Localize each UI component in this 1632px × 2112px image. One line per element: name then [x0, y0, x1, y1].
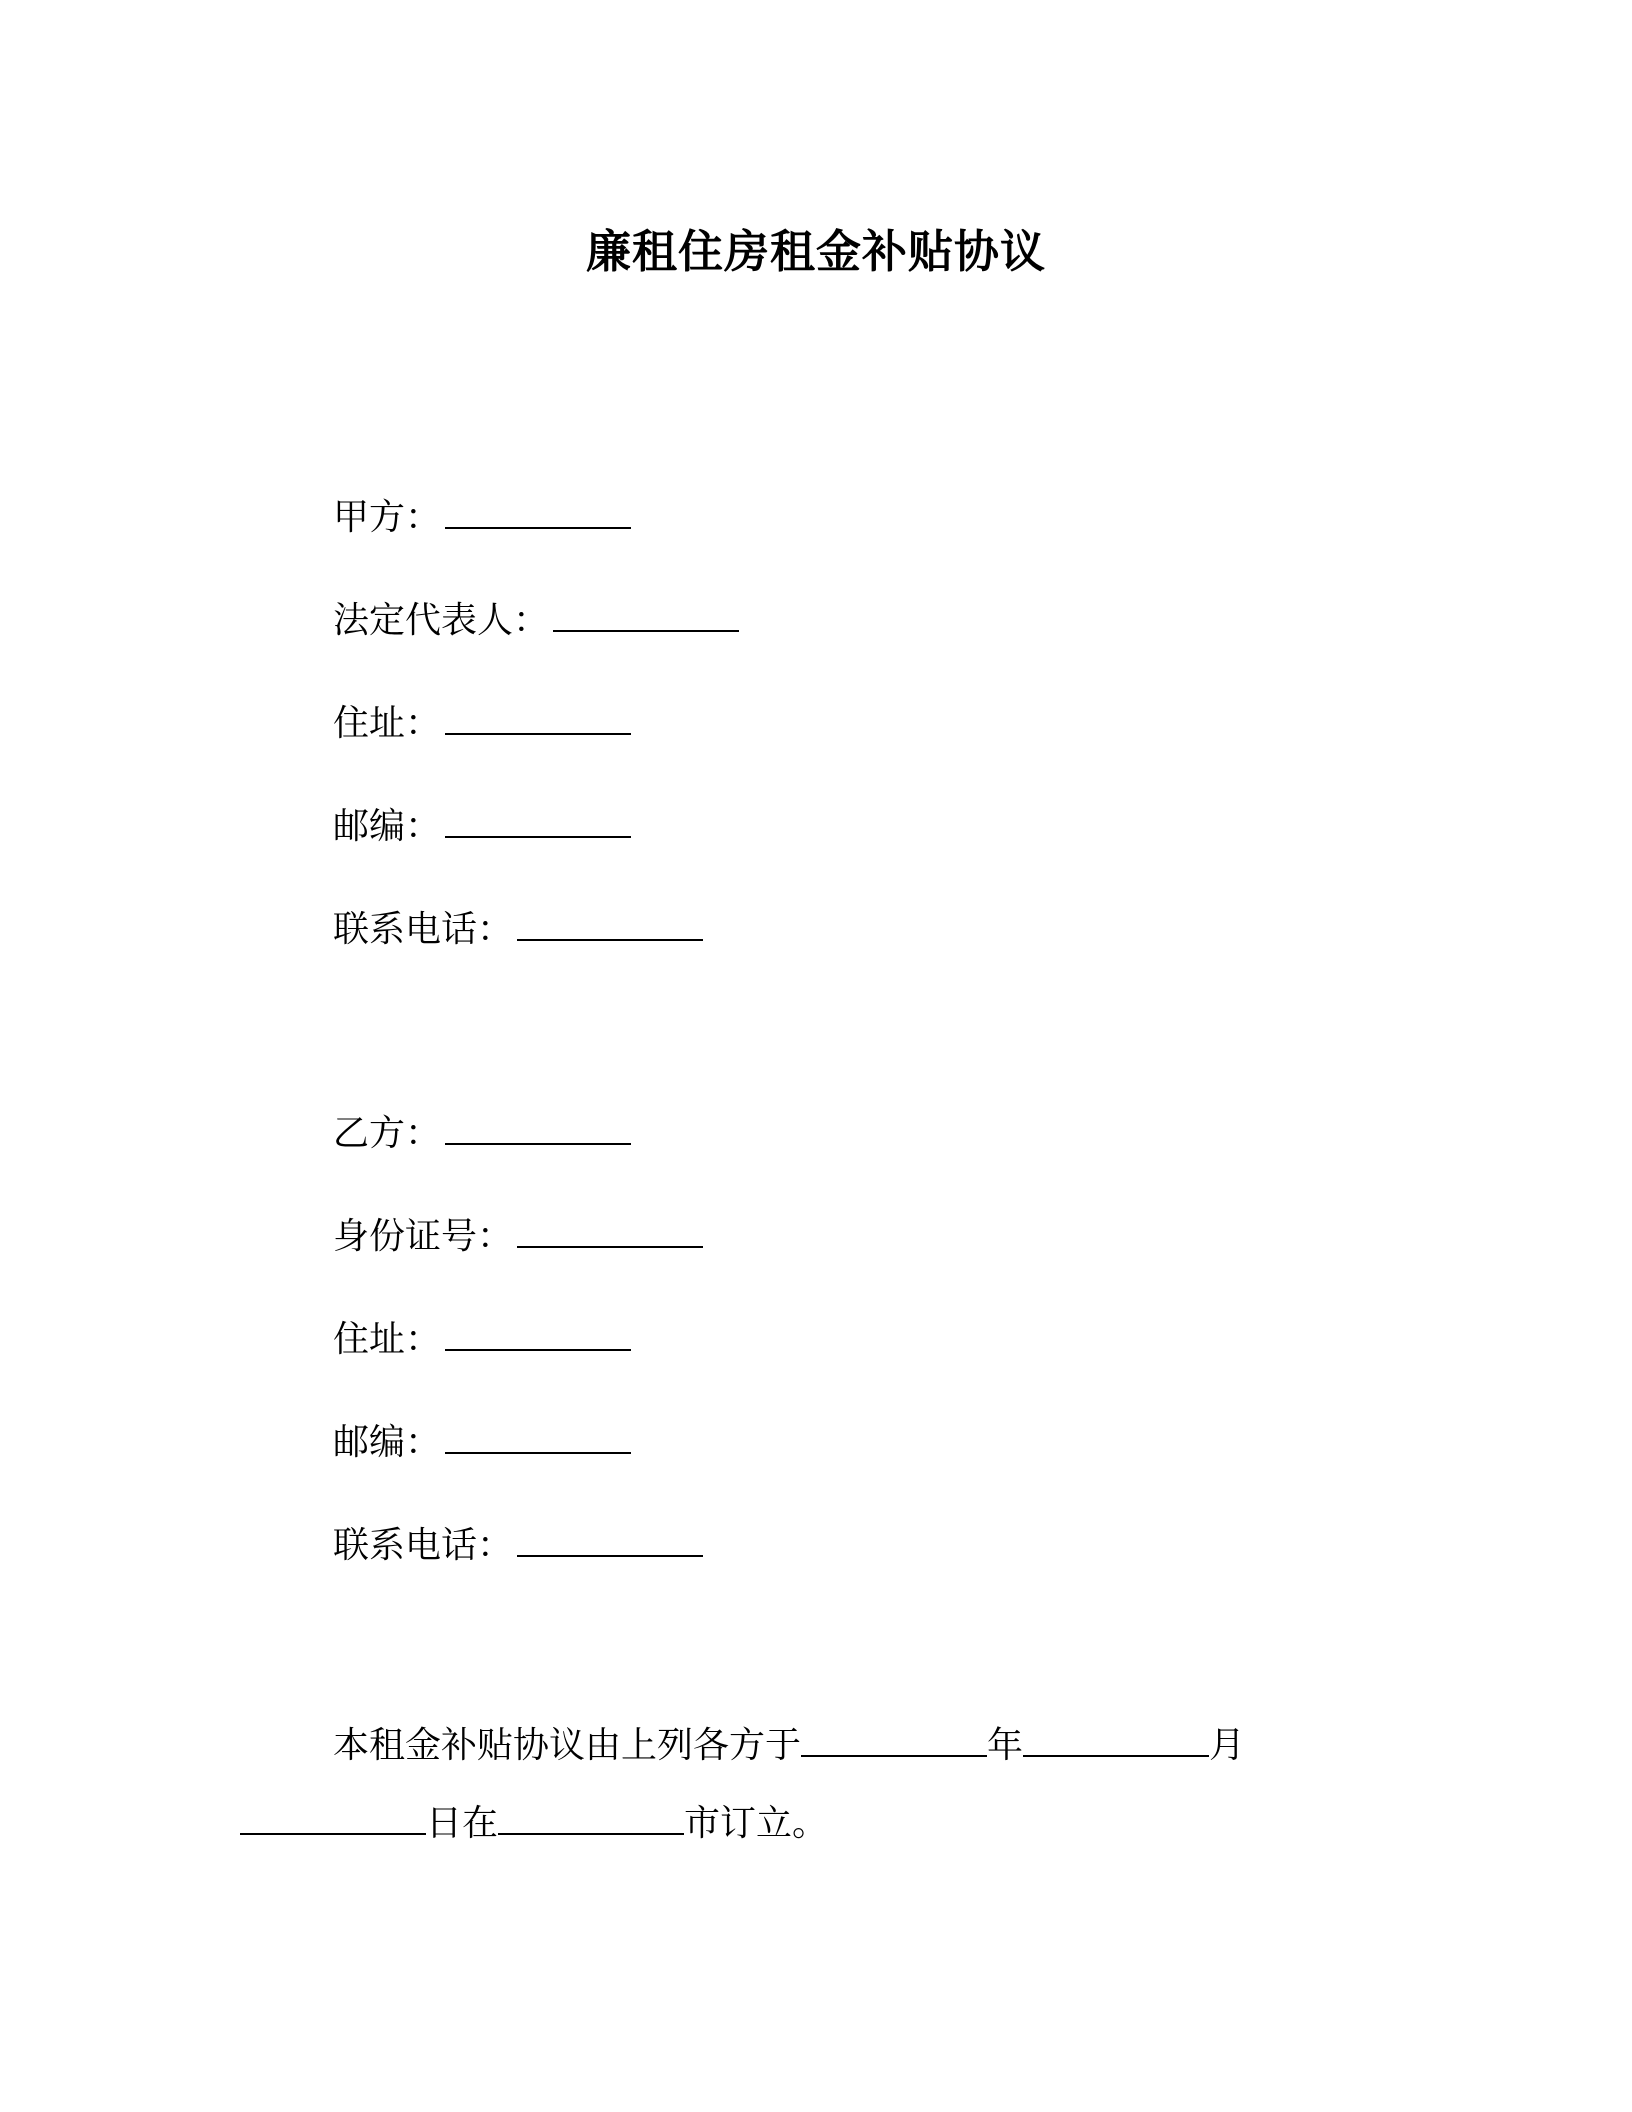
party-b-postcode-label: 邮编：	[333, 1422, 442, 1463]
party-a-rep-field	[333, 596, 739, 646]
party-b-postcode-blank	[445, 1422, 631, 1454]
party-b-address-label: 住址：	[333, 1319, 442, 1360]
closing-month-blank	[1023, 1725, 1209, 1757]
party-a-address-label: 住址：	[333, 703, 442, 744]
closing-line-2	[240, 1799, 828, 1849]
party-a-address-blank	[445, 703, 631, 735]
party-b-address-field	[333, 1315, 631, 1365]
closing-month: 月	[1209, 1725, 1246, 1766]
party-a-postcode-label: 邮编：	[333, 806, 442, 847]
party-b-id-blank	[517, 1216, 703, 1248]
party-a-name-label: 甲方：	[333, 497, 442, 538]
closing-day-in: 日在	[426, 1803, 499, 1844]
closing-year: 年	[987, 1725, 1024, 1766]
closing-intro: 本租金补贴协议由上列各方于	[333, 1725, 802, 1766]
party-b-postcode-field	[333, 1418, 631, 1468]
party-a-postcode-blank	[445, 806, 631, 838]
closing-line-1	[333, 1721, 1245, 1771]
party-a-address-field	[333, 699, 631, 749]
party-a-name-field	[333, 493, 631, 543]
party-a-rep-label: 法定代表人：	[333, 600, 550, 641]
party-a-phone-blank	[517, 909, 703, 941]
closing-year-blank	[801, 1725, 987, 1757]
party-a-name-blank	[445, 497, 631, 529]
party-b-phone-label: 联系电话：	[333, 1525, 514, 1566]
party-b-name-blank	[445, 1113, 631, 1145]
party-a-postcode-field	[333, 802, 631, 852]
party-a-rep-blank	[553, 600, 739, 632]
party-b-address-blank	[445, 1319, 631, 1351]
party-b-phone-blank	[517, 1525, 703, 1557]
closing-city-end: 市订立。	[684, 1803, 829, 1844]
party-b-phone-field	[333, 1521, 703, 1571]
party-b-name-field	[333, 1109, 631, 1159]
document-title: 廉租住房租金补贴协议	[585, 225, 1046, 278]
party-b-id-label: 身份证号：	[333, 1216, 514, 1257]
closing-city-blank	[498, 1803, 684, 1835]
party-b-name-label: 乙方：	[333, 1113, 442, 1154]
party-b-id-field	[333, 1212, 703, 1262]
party-a-phone-label: 联系电话：	[333, 909, 514, 950]
party-a-phone-field	[333, 905, 703, 955]
closing-day-blank	[240, 1803, 426, 1835]
